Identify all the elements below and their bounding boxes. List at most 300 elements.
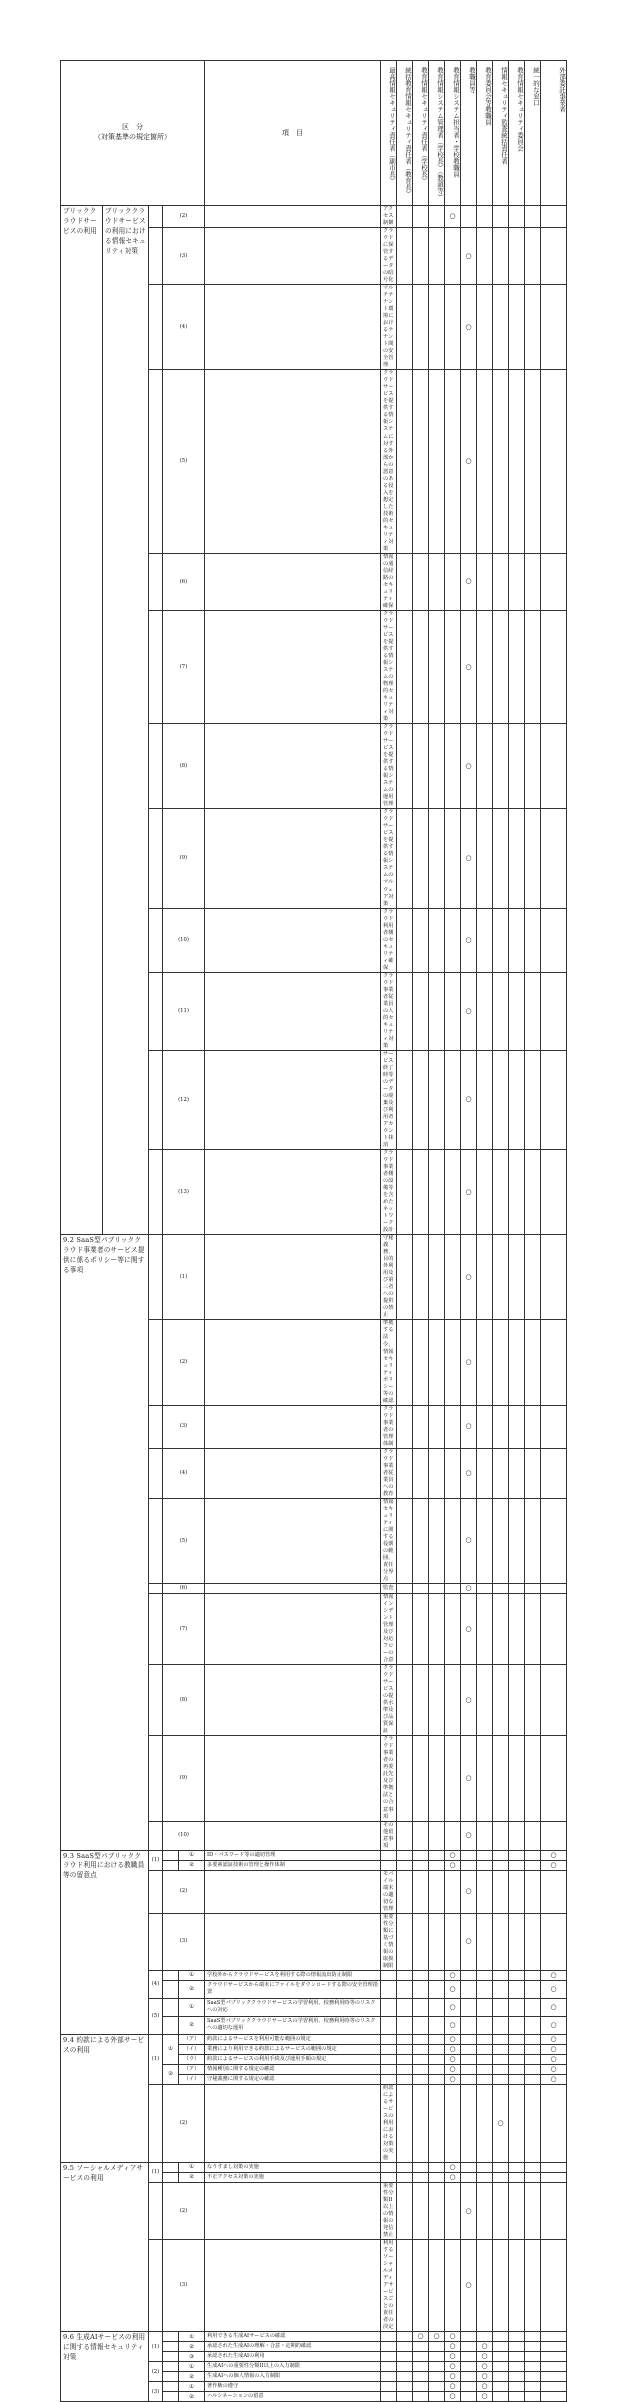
mark-cell [461,2034,477,2044]
table-row [61,2332,567,2342]
mark-cell: ○ [477,2362,493,2372]
mark-cell [445,1913,461,1970]
mark-cell [525,1584,541,1594]
mark-cell [461,2372,477,2382]
number-cell [149,553,163,610]
mark-cell [493,809,509,908]
mark-cell [541,1050,567,1149]
mark-cell [525,610,541,723]
mark-cell [509,1850,525,1860]
number-cell [163,2172,179,2182]
number-cell: (2) [163,206,205,228]
mark-cell [509,1405,525,1448]
mark-cell [413,1050,429,1149]
mark-cell [413,228,429,285]
header-role-label: 最高情報セキュリティ責任者（副市長） [388,67,396,184]
mark-cell [509,1970,525,1980]
mark-cell [429,2034,445,2044]
mark-cell: ○ [493,2084,509,2162]
mark-cell [477,972,493,1050]
number-cell [205,1498,381,1583]
mark-cell [413,2084,429,2162]
mark-cell: ○ [477,2392,493,2402]
mark-cell [493,228,509,285]
mark-cell: ○ [445,2016,461,2034]
mark-cell [525,1980,541,1998]
mark-cell [493,724,509,809]
mark-cell [429,2352,445,2362]
mark-cell [413,1448,429,1498]
mark-cell [461,2362,477,2372]
number-cell: (1) [149,2034,163,2084]
mark-cell [509,724,525,809]
mark-cell [493,1980,509,1998]
mark-cell [397,206,413,228]
mark-cell [493,2016,509,2034]
mark-cell [413,1498,429,1583]
mark-cell [429,1980,445,1998]
mark-cell [429,2240,445,2332]
item-text: 多要素認証技術の管理と操作体制 [205,1860,381,1870]
number-cell: ③ [179,2352,205,2362]
mark-cell: ○ [541,1980,567,1998]
mark-cell: ○ [445,2372,461,2382]
mark-cell [541,2352,567,2362]
mark-cell: ○ [461,370,477,553]
mark-cell [541,370,567,553]
number-cell: ② [179,1860,205,1870]
number-cell [205,1736,381,1821]
mark-cell [525,2372,541,2382]
mark-cell: ○ [445,1980,461,1998]
mark-cell [525,1821,541,1850]
number-cell: (3) [149,2382,163,2402]
mark-cell [525,553,541,610]
mark-cell [413,2054,429,2064]
mark-cell [461,1998,477,2016]
mark-cell [413,285,429,370]
mark-cell [493,1320,509,1405]
mark-cell: ○ [541,2034,567,2044]
mark-cell [509,2332,525,2342]
mark-cell [525,2054,541,2064]
mark-cell [541,1235,567,1320]
mark-cell [525,908,541,972]
mark-cell [477,2182,493,2239]
item-text: SaaS型パブリッククラウドサービスの学習利用、校務利用時等のリスクへの適切な運用 [205,2016,381,2034]
mark-cell [413,809,429,908]
mark-cell [525,2074,541,2084]
mark-cell [541,1665,567,1736]
mark-cell [509,1150,525,1235]
mark-cell [509,2392,525,2402]
mark-cell [541,2372,567,2382]
header-role [477,61,493,206]
mark-cell: ○ [461,1498,477,1583]
mark-cell [525,1870,541,1913]
mark-cell [477,2332,493,2342]
mark-cell: ○ [445,1970,461,1980]
mark-cell [381,2172,397,2182]
number-cell: (7) [163,1594,205,1665]
mark-cell [525,1050,541,1149]
number-cell [149,228,163,285]
mark-cell [429,908,445,972]
mark-cell: ○ [461,908,477,972]
mark-cell [445,724,461,809]
mark-cell [429,1736,445,1821]
mark-cell [461,2342,477,2352]
mark-cell [429,2016,445,2034]
mark-cell [397,2084,413,2162]
header-role-label: 教育情報システム管理者（学校長）（教頭等） [436,67,444,201]
mark-cell [381,2352,397,2362]
mark-cell [413,2064,429,2074]
number-cell: (2) [163,2182,205,2239]
mark-cell [493,285,509,370]
mark-cell [477,2034,493,2044]
mark-cell [509,2352,525,2362]
header-role [445,61,461,206]
mark-cell [509,1498,525,1583]
mark-cell: ○ [461,724,477,809]
mark-cell: ○ [445,2054,461,2064]
number-cell [149,1913,163,1970]
mark-cell [397,1860,413,1870]
mark-cell [509,2240,525,2332]
mark-cell: ○ [445,2382,461,2392]
mark-cell [429,1913,445,1970]
mark-cell [477,1870,493,1913]
mark-cell [413,1980,429,1998]
mark-cell [429,2342,445,2352]
mark-cell [525,2162,541,2172]
mark-cell [461,1860,477,1870]
mark-cell [429,1405,445,1448]
mark-cell [429,206,445,228]
number-cell [205,1448,381,1498]
mark-cell [397,2016,413,2034]
mark-cell [493,908,509,972]
mark-cell [413,724,429,809]
mark-cell [525,1498,541,1583]
mark-cell: ○ [461,228,477,285]
mark-cell [525,2172,541,2182]
mark-cell [509,2064,525,2074]
mark-cell [477,2064,493,2074]
mark-cell [445,2240,461,2332]
mark-cell [525,1970,541,1980]
item-text: 承認された生成AIの理解・合意・定期的確認 [205,2342,381,2352]
number-cell: (3) [163,1913,205,1970]
mark-cell [445,1235,461,1320]
mark-cell [429,1594,445,1665]
item-text: 業務により利用できる約款によるサービスの範囲の規定 [205,2044,381,2054]
mark-cell [461,2054,477,2064]
mark-cell [493,2352,509,2362]
mark-cell [509,1448,525,1498]
mark-cell [445,2084,461,2162]
number-cell: (6) [163,553,205,610]
mark-cell [477,908,493,972]
mark-cell [397,1665,413,1736]
mark-cell [429,1150,445,1235]
mark-cell [445,1320,461,1405]
item-text: 生成AIへの個人情報の入力制限 [205,2372,381,2382]
item-text: 利用するソーシャルメディアサービスごとの責任者の決定 [381,2240,397,2332]
mark-cell [541,724,567,809]
mark-cell [541,1870,567,1913]
mark-cell [429,1448,445,1498]
mark-cell [397,1980,413,1998]
mark-cell [509,2084,525,2162]
mark-cell: ○ [445,2392,461,2402]
number-cell: (8) [163,1665,205,1736]
number-cell: (1) [149,1850,163,1870]
mark-cell [429,610,445,723]
header-role-label: 統括教育情報セキュリティ責任者（教育長） [404,67,412,197]
mark-cell [493,1665,509,1736]
mark-cell [413,1913,429,1970]
mark-cell [541,285,567,370]
mark-cell [525,2342,541,2352]
number-cell: (6) [163,1584,205,1594]
mark-cell [397,1970,413,1980]
mark-cell: ○ [541,1970,567,1980]
header-role [493,61,509,206]
mark-cell [541,908,567,972]
mark-cell [541,2362,567,2372]
mark-cell [477,1821,493,1850]
number-cell: (3) [163,1405,205,1448]
mark-cell: ○ [461,1736,477,1821]
number-cell: ① [179,2382,205,2392]
mark-cell [397,2074,413,2084]
mark-cell [429,724,445,809]
mark-cell [413,206,429,228]
mark-cell [509,1821,525,1850]
number-cell [149,370,163,553]
item-text: ハルシネーションの留意 [205,2392,381,2402]
mark-cell [429,2392,445,2402]
number-cell [205,1821,381,1850]
mark-cell [413,2382,429,2392]
number-cell [205,228,381,285]
mark-cell [477,1150,493,1235]
mark-cell [477,1498,493,1583]
table-row [61,2162,567,2172]
mark-cell [525,2362,541,2372]
mark-cell [381,2362,397,2372]
mark-cell [445,2182,461,2239]
item-text: クラウドサービスを提供する情報システムに対する外部からの悪意のある侵入を想定した技術的セキュリティ対策 [381,370,397,553]
mark-cell [429,1870,445,1913]
number-cell: (5) [163,1498,205,1583]
number-cell: (10) [163,1821,205,1850]
mark-cell: ○ [461,1405,477,1448]
mark-cell [509,553,525,610]
item-text: 重要性分類に基づく情報の取扱制限 [381,1913,397,1970]
mark-cell [509,1594,525,1665]
mark-cell: ○ [445,2352,461,2362]
mark-cell [445,1736,461,1821]
mark-cell [477,1998,493,2016]
mark-cell [429,1235,445,1320]
mark-cell [445,1448,461,1498]
mark-cell [381,1860,397,1870]
mark-cell [541,809,567,908]
mark-cell: ○ [461,1870,477,1913]
mark-cell [509,228,525,285]
item-text: クラウドサービスを提供する情報システムのマルウェア対策 [381,809,397,908]
mark-cell [413,1665,429,1736]
header-role-label: 教育委員会等教職員 [484,67,492,126]
mark-cell [397,1405,413,1448]
mark-cell [493,2332,509,2342]
number-cell: (11) [163,972,205,1050]
number-cell [163,2162,179,2172]
number-cell [205,285,381,370]
number-cell [205,610,381,723]
number-cell [149,2182,163,2239]
mark-cell [445,1498,461,1583]
mark-cell [429,370,445,553]
mark-cell [445,1405,461,1448]
header-role [429,61,445,206]
number-cell [163,1860,179,1870]
mark-cell: ○ [541,1998,567,2016]
mark-cell [413,1320,429,1405]
mark-cell [477,2044,493,2054]
number-cell: (2) [163,1320,205,1405]
mark-cell [525,2382,541,2392]
mark-cell [477,1980,493,1998]
mark-cell [397,1448,413,1498]
mark-cell [461,2382,477,2392]
number-cell [163,2352,179,2362]
number-cell [205,1665,381,1736]
mark-cell [397,809,413,908]
mark-cell [509,1980,525,1998]
number-cell: (4) [163,285,205,370]
mark-cell [541,2172,567,2182]
mark-cell [397,553,413,610]
number-cell: ② [179,2016,205,2034]
mark-cell [509,2382,525,2392]
mark-cell [477,1913,493,1970]
mark-cell: ○ [461,1594,477,1665]
mark-cell [493,1850,509,1860]
mark-cell [493,1870,509,1913]
mark-cell [525,1150,541,1235]
mark-cell [429,1498,445,1583]
mark-cell [509,2044,525,2054]
mark-cell: ○ [461,972,477,1050]
mark-cell [461,2064,477,2074]
mark-cell [525,1448,541,1498]
mark-cell: ○ [445,2034,461,2044]
number-cell [149,1498,163,1583]
mark-cell [461,2332,477,2342]
mark-cell [397,1821,413,1850]
section-title: 9.2 SaaS型パブリッククラウド事業者のサービス提供に係るポリシー等に関する事項 [61,1235,149,1850]
item-text: クラウドサービスを提供する情報システムの運用管理 [381,724,397,809]
mark-cell [509,972,525,1050]
mark-cell [477,206,493,228]
number-cell: ① [179,1970,205,1980]
header-kubun-title: 区 分 [122,123,143,132]
mark-cell [477,1050,493,1149]
mark-cell [397,1594,413,1665]
mark-cell [541,2392,567,2402]
number-cell: (2) [149,2362,163,2382]
mark-cell [541,2182,567,2239]
number-cell: ② [179,1980,205,1998]
number-cell: ① [179,2362,205,2372]
mark-cell [413,2172,429,2182]
mark-cell [413,1998,429,2016]
mark-cell [397,2034,413,2044]
mark-cell [397,1998,413,2016]
number-cell [205,1150,381,1235]
number-cell [149,1150,163,1235]
mark-cell [445,1594,461,1665]
mark-cell [397,1850,413,1860]
number-cell: (5) [149,1998,163,2034]
mark-cell [493,1736,509,1821]
mark-cell [413,2044,429,2054]
number-cell: (1) [163,1235,205,1320]
number-cell [149,2240,163,2332]
mark-cell: ○ [445,2162,461,2172]
mark-cell: ○ [445,206,461,228]
number-cell [205,1594,381,1665]
header-koumoku: 項 目 [205,61,381,206]
item-text: クラウドサービスの提供水準及び品質保証 [381,1665,397,1736]
mark-cell [493,2240,509,2332]
mark-cell [477,1665,493,1736]
mark-cell [381,1998,397,2016]
mark-cell [509,1235,525,1320]
table-row [61,2034,567,2044]
mark-cell [509,1050,525,1149]
mark-cell [477,724,493,809]
mark-cell [493,1594,509,1665]
mark-cell [381,2392,397,2402]
header-role [381,61,397,206]
mark-cell [413,1970,429,1980]
mark-cell [525,285,541,370]
mark-cell [525,972,541,1050]
mark-cell: ○ [461,1150,477,1235]
header-role [461,61,477,206]
number-cell: （ア） [179,2064,205,2074]
item-text: 情報インシデント管理及び対応フローの合意 [381,1594,397,1665]
mark-cell [445,908,461,972]
mark-cell [413,2392,429,2402]
number-cell [163,1850,179,1860]
mark-cell [541,553,567,610]
number-cell [163,2016,179,2034]
mark-cell [413,2362,429,2372]
mark-cell [429,2182,445,2239]
item-text: 情報の通信経路のセキュリティ確保 [381,553,397,610]
mark-cell [525,1860,541,1870]
mark-cell [397,2382,413,2392]
mark-cell [493,2362,509,2372]
mark-cell [493,553,509,610]
mark-cell [541,1913,567,1970]
